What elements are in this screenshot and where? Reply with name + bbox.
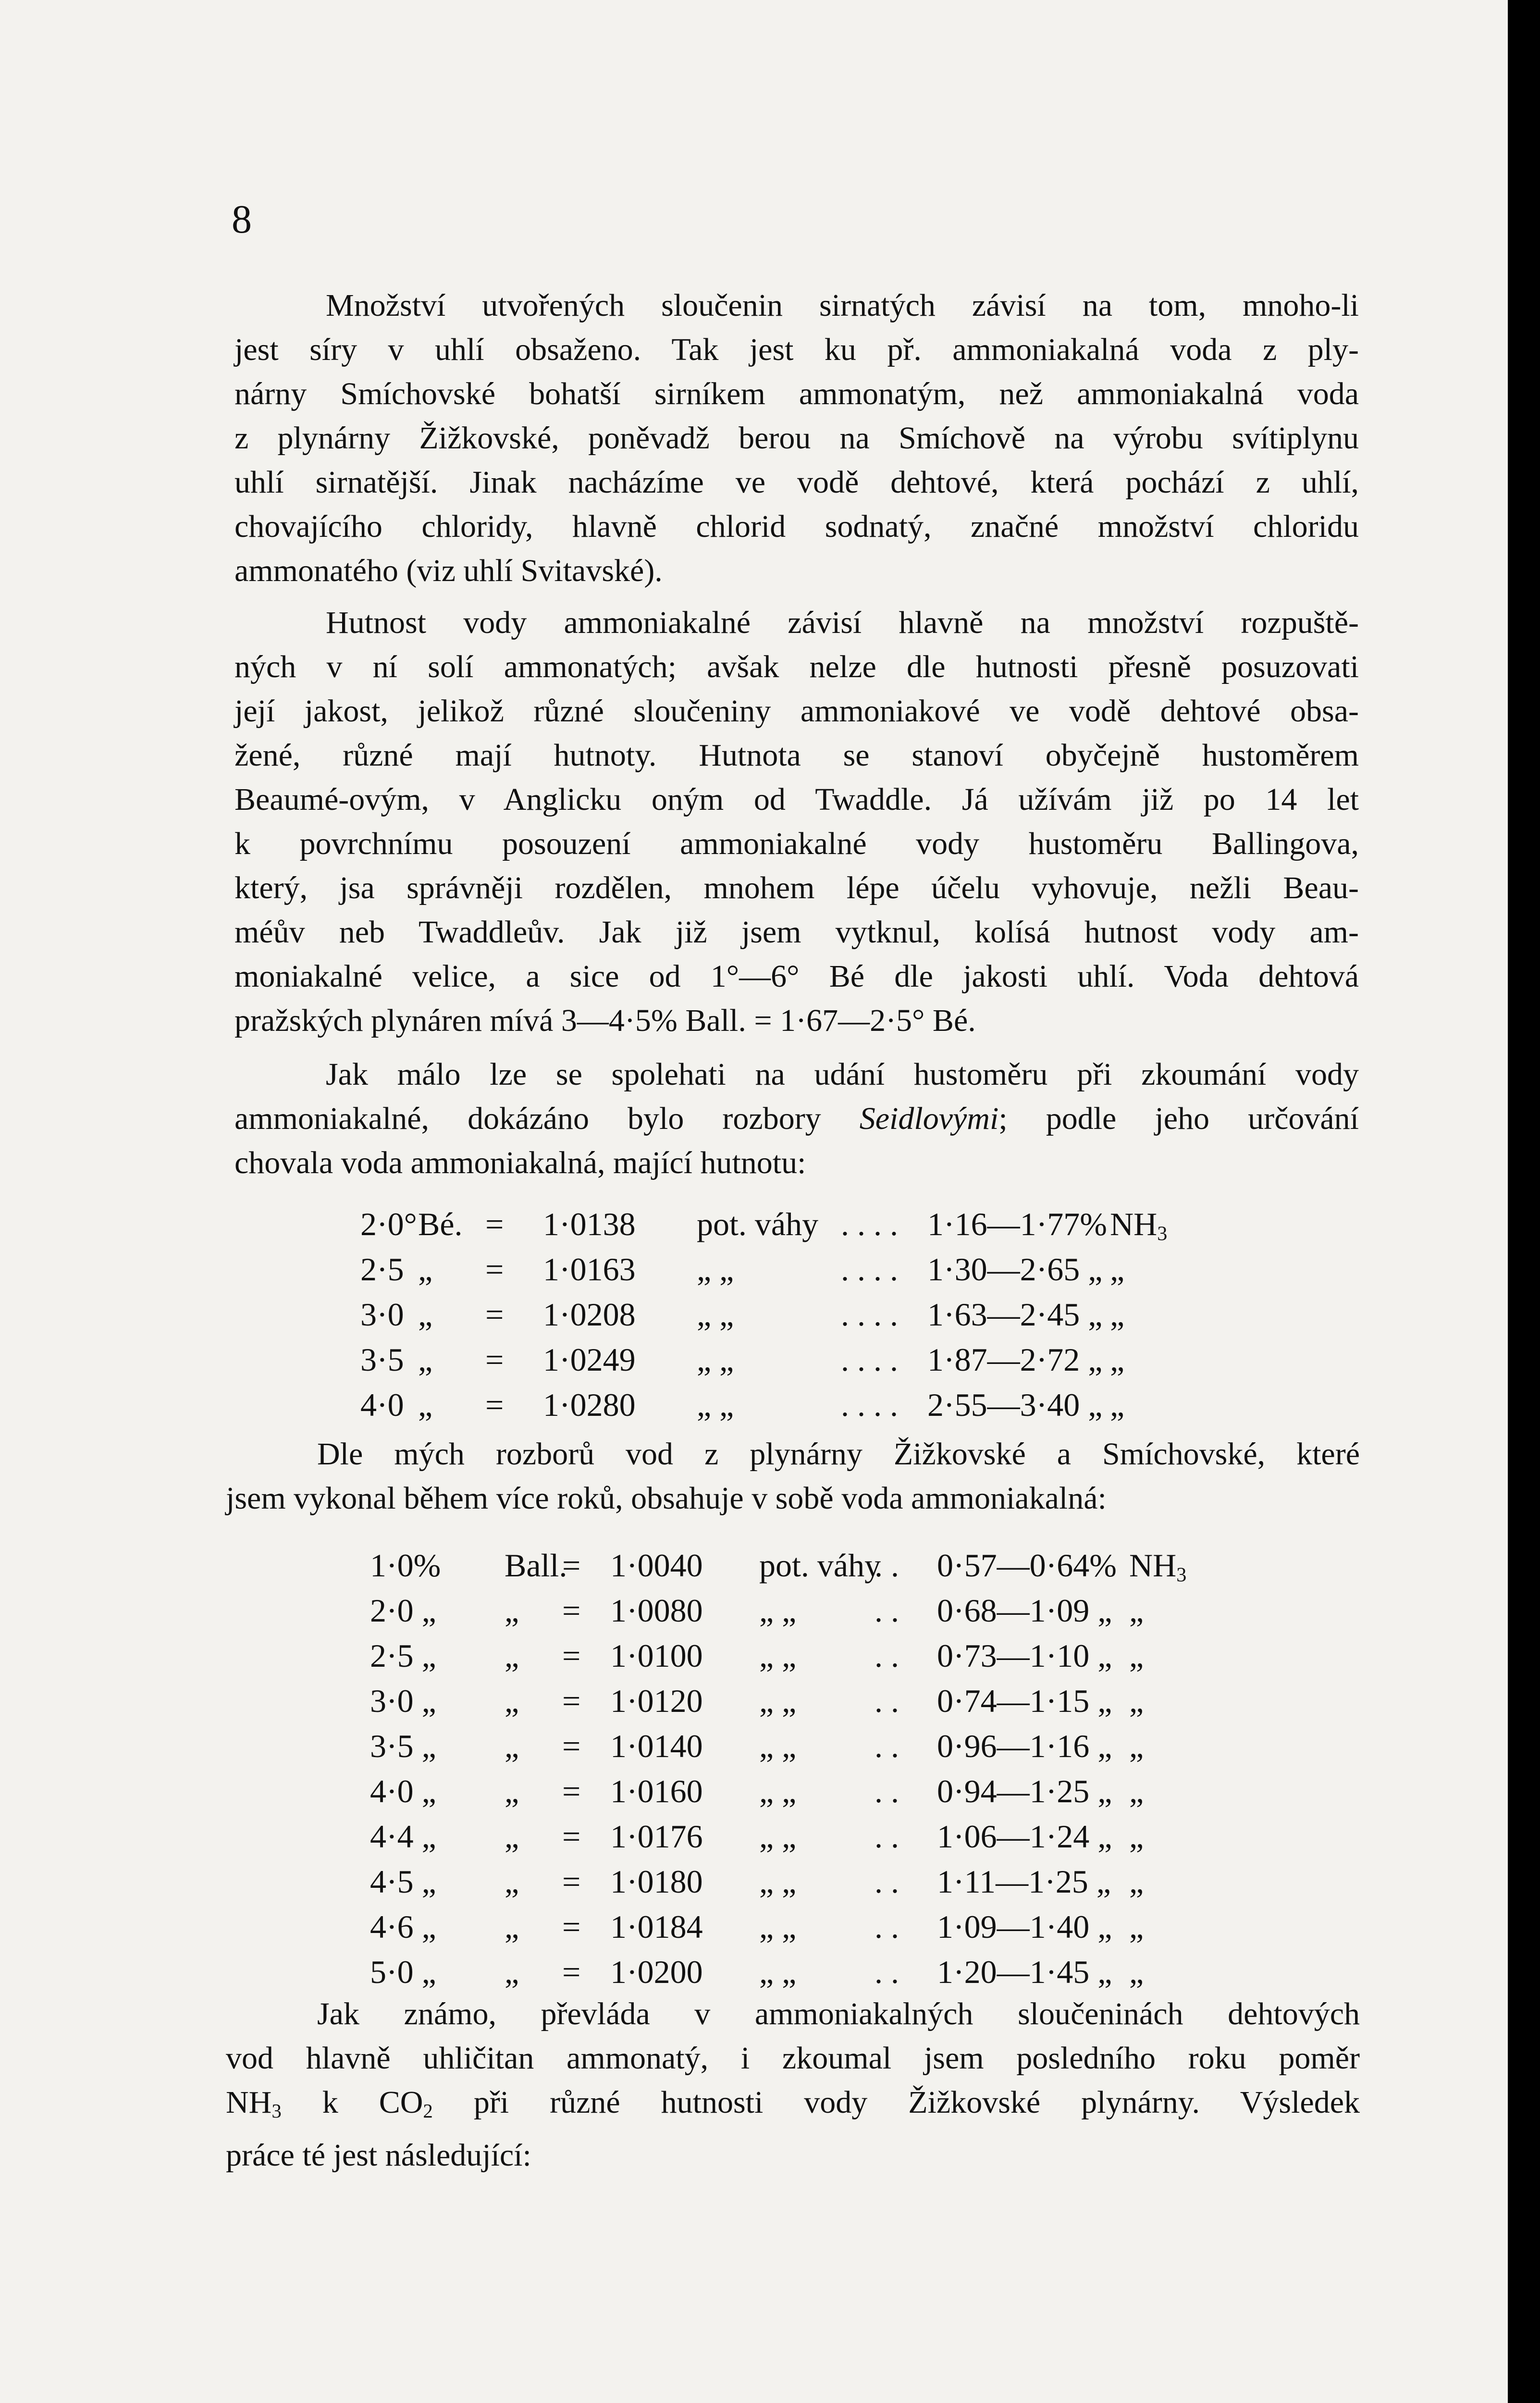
paragraph-2 — [234, 601, 1359, 1043]
subscript: 3 — [1157, 1222, 1168, 1245]
leader-dots: . . — [875, 1908, 899, 1945]
text-line: jsem vykonal během více roků, obsahuje v sobě voda ammoniakalná: — [226, 1481, 1107, 1516]
subscript: 3 — [1176, 1563, 1187, 1586]
table-cell-range: 1·16—1·77% — [927, 1206, 1107, 1242]
density-table-ball — [370, 1543, 1283, 1994]
equals-sign: = — [485, 1387, 504, 1423]
table-cell-density: 1·0176 — [610, 1818, 703, 1855]
table-row — [370, 1633, 1283, 1678]
table-cell-density: 1·0080 — [610, 1592, 703, 1629]
table-row — [370, 1859, 1283, 1904]
text-line: práce té jest následující: — [226, 2138, 531, 2173]
table-cell-ball: 4·0 „ — [370, 1773, 436, 1809]
text-line: vod hlavně uhličitan ammonatý, i zkoumal jsem posledního roku poměr — [226, 2041, 1360, 2076]
table-cell-density: 1·0138 — [543, 1206, 636, 1242]
table-cell-range: 0·68—1·09 „ — [937, 1592, 1112, 1629]
text-line: Dle mých rozborů vod z plynárny Žižkovské a Smíchovské, které — [317, 1437, 1360, 1472]
table-cell-density: 1·0280 — [543, 1387, 636, 1423]
text-line: Jak známo, převláda v ammoniakalných sloučeninách dehtových — [317, 1996, 1360, 2031]
table-cell-tail: „ — [1110, 1296, 1125, 1333]
equals-sign: = — [562, 1637, 581, 1674]
table-cell-density: 1·0200 — [610, 1954, 703, 1990]
table-cell-density: 1·0163 — [543, 1251, 636, 1288]
table-cell-ball: 4·4 „ — [370, 1818, 436, 1855]
table-cell-tail: „ — [1129, 1728, 1144, 1764]
scan-edge — [1508, 0, 1540, 2403]
table-cell-density: 1·0180 — [610, 1863, 703, 1900]
table-cell-tail: „ — [1110, 1251, 1125, 1288]
leader-dots: . . — [875, 1954, 899, 1990]
text-line: uhlí sirnatější. Jinak nacházíme ve vodě dehtové, která pochází z uhlí, — [234, 465, 1359, 500]
page-number: 8 — [232, 197, 252, 242]
table-cell-tail: „ — [1110, 1341, 1125, 1378]
table-cell-ball: 4·6 „ — [370, 1908, 436, 1945]
table-row — [360, 1292, 1273, 1337]
equals-sign: = — [562, 1547, 581, 1584]
equals-sign: = — [562, 1683, 581, 1719]
table-cell-w: „ „ — [697, 1341, 734, 1378]
table-cell-unit: Bé. — [418, 1206, 463, 1242]
table-cell-tail: $NH_3$ — [1110, 1206, 1168, 1245]
leader-dots: . . — [875, 1728, 899, 1764]
table-cell-range: 0·96—1·16 „ — [937, 1728, 1112, 1764]
table-cell-density: 1·0184 — [610, 1908, 703, 1945]
table-cell-tail: „ — [1129, 1637, 1144, 1674]
equals-sign: = — [485, 1296, 504, 1333]
table-cell-range: 1·63—2·45 „ — [927, 1296, 1103, 1333]
equals-sign: = — [562, 1954, 581, 1990]
table-cell-tail: „ — [1129, 1954, 1144, 1990]
table-cell-tail: $NH_3$ — [1129, 1547, 1187, 1586]
table-cell-range: 1·30—2·65 „ — [927, 1251, 1103, 1288]
text-line: žené, různé mají hutnoty. Hutnota se stanoví obyčejně hustoměrem — [234, 738, 1359, 773]
table-cell-density: 1·0100 — [610, 1637, 703, 1674]
text-line: méův neb Twaddleův. Jak již jsem vytknul, kolísá hutnost vody am- — [234, 915, 1359, 950]
leader-dots: . . — [875, 1592, 899, 1629]
table-cell-be: 4·0 — [360, 1387, 404, 1423]
table-cell-density: 1·0249 — [543, 1341, 636, 1378]
table-row — [370, 1814, 1283, 1859]
table-cell-ball: 5·0 „ — [370, 1954, 436, 1990]
table-cell-unit: „ — [505, 1728, 519, 1764]
leader-dots: . . — [875, 1818, 899, 1855]
table-cell-w: „ „ — [759, 1728, 797, 1764]
text-line: Hutnost vody ammoniakalné závisí hlavně na množství rozpuště- — [326, 605, 1359, 640]
table-cell-unit: „ — [505, 1908, 519, 1945]
text-fragment: NH — [226, 2085, 272, 2120]
table-cell-range: 1·20—1·45 „ — [937, 1954, 1112, 1990]
table-row — [370, 1904, 1283, 1949]
paragraph-3 — [234, 1053, 1359, 1185]
table-cell-unit: „ — [505, 1863, 519, 1900]
text-line: Množství utvořených sloučenin sirnatých závisí na tom, mnoho-li — [326, 288, 1359, 323]
text-line: jest síry v uhlí obsaženo. Tak jest ku př. ammoniakalná voda z ply- — [234, 332, 1359, 367]
table-cell-ball: 3·5 „ — [370, 1728, 436, 1764]
leader-dots: . . . . — [841, 1341, 898, 1378]
leader-dots: . . . . — [841, 1296, 898, 1333]
equals-sign: = — [562, 1773, 581, 1809]
leader-dots: . . — [875, 1683, 899, 1719]
text-line: ných v ní solí ammonatých; avšak nelze dle hutnosti přesně posuzovati — [234, 649, 1359, 684]
text-fragment: ; podle jeho určování — [998, 1101, 1359, 1136]
table-cell-unit: „ — [505, 1683, 519, 1719]
table-cell-unit: „ — [505, 1637, 519, 1674]
table-row — [360, 1202, 1273, 1247]
text-line — [226, 2081, 1360, 2133]
table-cell-tail: „ — [1129, 1683, 1144, 1719]
table-cell-range: 1·09—1·40 „ — [937, 1908, 1112, 1945]
equals-sign: = — [562, 1592, 581, 1629]
paragraph-5 — [226, 1992, 1360, 2178]
table-cell-density: 1·0160 — [610, 1773, 703, 1809]
leader-dots: . . — [875, 1863, 899, 1900]
table-cell-w: „ „ — [759, 1954, 797, 1990]
table-cell-unit: „ — [418, 1251, 433, 1288]
table-cell-ball: 3·0 „ — [370, 1683, 436, 1719]
table-cell-range: 0·57—0·64% — [937, 1547, 1117, 1584]
table-cell-range: 0·73—1·10 „ — [937, 1637, 1112, 1674]
table-cell-tail: „ — [1129, 1592, 1144, 1629]
table-cell-be: 2·0° — [360, 1206, 417, 1242]
table-row — [370, 1723, 1283, 1769]
table-cell-be: 2·5 — [360, 1251, 404, 1288]
table-cell-w: „ „ — [759, 1637, 797, 1674]
table-cell-w: „ „ — [759, 1863, 797, 1900]
paragraph-4 — [226, 1432, 1360, 1521]
text-fragment: ammoniakalné, dokázáno bylo rozbory — [234, 1101, 821, 1136]
text-line: pražských plynáren mívá 3—4·5% Ball. = 1·67—2·5° Bé. — [234, 1003, 976, 1038]
table-cell-tail: „ — [1129, 1818, 1144, 1855]
table-cell-w: pot. váhy — [697, 1206, 819, 1242]
text-line: nárny Smíchovské bohatší sirníkem ammonatým, než ammoniakalná voda — [234, 376, 1359, 411]
table-cell-unit: Ball. — [505, 1547, 567, 1584]
subscript: 3 — [271, 2100, 282, 2122]
text-line: z plynárny Žižkovské, poněvadž berou na Smíchově na výrobu svítiplynu — [234, 421, 1359, 456]
table-cell-unit: „ — [418, 1341, 433, 1378]
leader-dots: . . — [875, 1773, 899, 1809]
text-fragment: při různé hutnosti vody Žižkovské plynárny. Výsledek — [432, 2085, 1360, 2120]
table-cell-unit: „ — [505, 1773, 519, 1809]
equals-sign: = — [562, 1908, 581, 1945]
table-cell-unit: „ — [418, 1296, 433, 1333]
equals-sign: = — [485, 1206, 504, 1242]
text-line: ammonatého (viz uhlí Svitavské). — [234, 553, 663, 588]
table-cell-range: 2·55—3·40 „ — [927, 1387, 1103, 1423]
leader-dots: . . . . — [841, 1387, 898, 1423]
table-cell-be: 3·0 — [360, 1296, 404, 1333]
table-cell-w: „ „ — [759, 1908, 797, 1945]
table-cell-unit: „ — [418, 1387, 433, 1423]
table-cell-w: „ „ — [697, 1387, 734, 1423]
equals-sign: = — [562, 1863, 581, 1900]
text-line: Beaumé-ovým, v Anglicku oným od Twaddle. Já užívám již po 14 let — [234, 782, 1359, 817]
table-cell-ball: 2·5 „ — [370, 1637, 436, 1674]
leader-dots: . . . . — [841, 1251, 898, 1288]
table-cell-w: „ „ — [759, 1683, 797, 1719]
text-line: který, jsa správněji rozdělen, mnohem lépe účelu vyhovuje, nežli Beau- — [234, 870, 1359, 905]
equals-sign: = — [562, 1818, 581, 1855]
text-fragment: k CO — [281, 2085, 423, 2120]
table-cell-range: 1·11—1·25 „ — [937, 1863, 1111, 1900]
table-cell-range: 0·94—1·25 „ — [937, 1773, 1112, 1809]
table-row — [360, 1247, 1273, 1292]
table-cell-tail: „ — [1129, 1908, 1144, 1945]
table-cell-be: 3·5 — [360, 1341, 404, 1378]
text-line: její jakost, jelikož různé sloučeniny ammoniakové ve vodě dehtové obsa- — [234, 694, 1359, 729]
table-cell-range: 0·74—1·15 „ — [937, 1683, 1112, 1719]
table-cell-tail: „ — [1129, 1773, 1144, 1809]
table-cell-w: „ „ — [759, 1818, 797, 1855]
table-row — [370, 1543, 1283, 1588]
text-line: moniakalné velice, a sice od 1°—6° Bé dle jakosti uhlí. Voda dehtová — [234, 959, 1359, 994]
density-table-be — [360, 1202, 1273, 1427]
table-cell-density: 1·0208 — [543, 1296, 636, 1333]
table-cell-w: „ „ — [759, 1773, 797, 1809]
text-line: k povrchnímu posouzení ammoniakalné vody hustoměru Ballingova, — [234, 826, 1359, 861]
table-cell-tail: „ — [1129, 1863, 1144, 1900]
equals-sign: = — [562, 1728, 581, 1764]
table-row — [370, 1588, 1283, 1633]
subscript: 2 — [423, 2100, 433, 2122]
paragraph-1 — [234, 284, 1359, 593]
table-cell-w: pot. váhy — [759, 1547, 881, 1584]
leader-dots: . . . . — [841, 1206, 898, 1242]
author-name: Seidlovými — [859, 1101, 999, 1136]
table-cell-unit: „ — [505, 1954, 519, 1990]
table-cell-w: „ „ — [759, 1592, 797, 1629]
equals-sign: = — [485, 1341, 504, 1378]
table-cell-range: 1·87—2·72 „ — [927, 1341, 1103, 1378]
table-cell-w: „ „ — [697, 1296, 734, 1333]
table-cell-ball: 4·5 „ — [370, 1863, 436, 1900]
leader-dots: . . — [875, 1547, 899, 1584]
text-line: chovala voda ammoniakalná, mající hutnotu: — [234, 1145, 806, 1180]
text-line: Jak málo lze se spolehati na udání hustoměru při zkoumání vody — [326, 1057, 1359, 1092]
table-cell-density: 1·0040 — [610, 1547, 703, 1584]
table-cell-ball: 1·0% — [370, 1547, 441, 1584]
table-cell-density: 1·0140 — [610, 1728, 703, 1764]
leader-dots: . . — [875, 1637, 899, 1674]
table-row — [370, 1678, 1283, 1723]
text-line: chovajícího chloridy, hlavně chlorid sodnatý, značné množství chloridu — [234, 509, 1359, 544]
table-row — [360, 1382, 1273, 1427]
table-cell-w: „ „ — [697, 1251, 734, 1288]
table-cell-unit: „ — [505, 1592, 519, 1629]
table-cell-unit: „ — [505, 1818, 519, 1855]
table-cell-range: 1·06—1·24 „ — [937, 1818, 1112, 1855]
table-cell-density: 1·0120 — [610, 1683, 703, 1719]
table-cell-ball: 2·0 „ — [370, 1592, 436, 1629]
table-cell-tail: „ — [1110, 1387, 1125, 1423]
equals-sign: = — [485, 1251, 504, 1288]
table-row — [370, 1949, 1283, 1994]
table-row — [370, 1769, 1283, 1814]
text-line — [234, 1097, 1359, 1141]
table-row — [360, 1337, 1273, 1382]
